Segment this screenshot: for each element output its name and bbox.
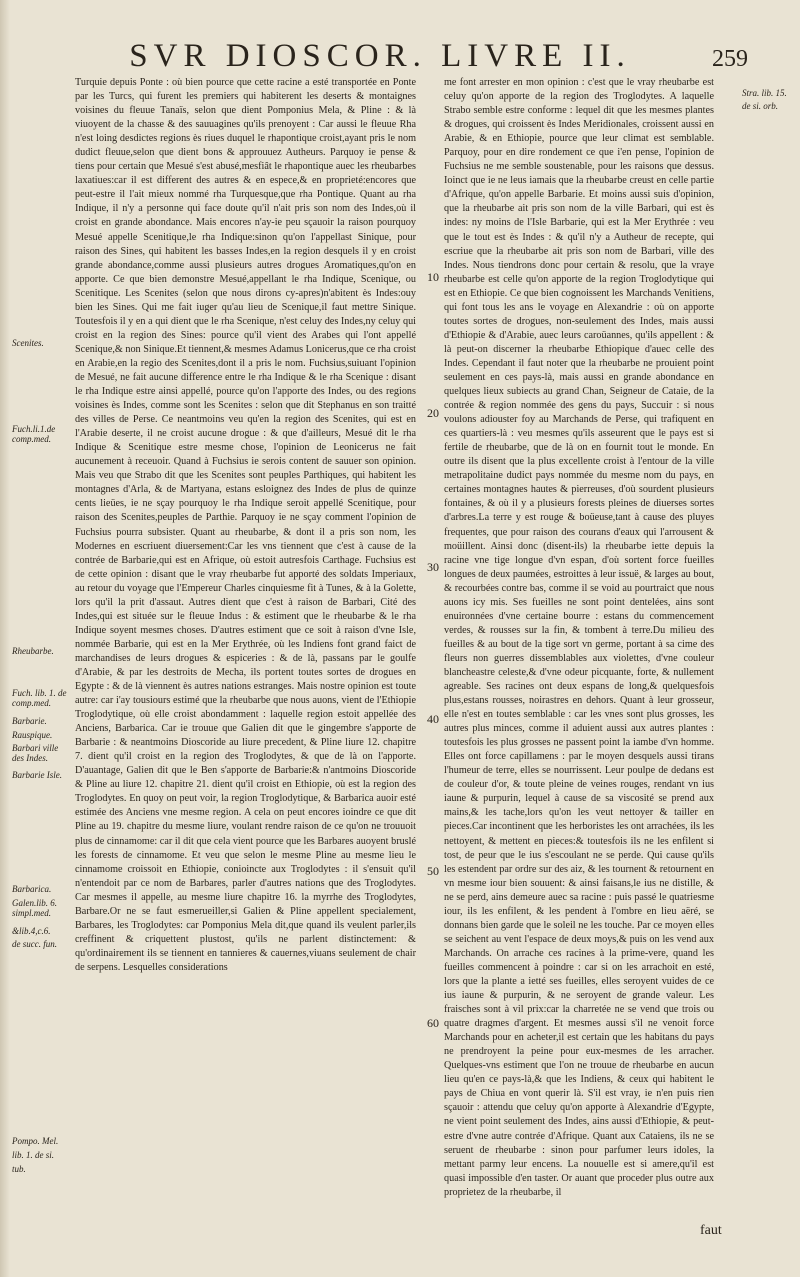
margin-note-lib4: &lib.4,c.6. bbox=[12, 926, 51, 936]
left-column bbox=[75, 76, 416, 1226]
catchword: faut bbox=[700, 1223, 722, 1238]
line-number-10: 10 bbox=[427, 270, 439, 284]
line-number-30: 30 bbox=[427, 560, 439, 574]
margin-note-strabo: Stra. lib. 15. bbox=[742, 88, 787, 98]
left-column-text: Turquie depuis Ponte : où bien pource que cette racine a esté transportée en Ponte par les Turcs, qui furent les premiers qui habiterent les deserts & montaignes voisines du fleuue Tanaïs, selon que dient Pomponius Mela, & Pline : & là viuoyent de la chasse & des sauuagines qu'ils prenoyent : Car aussi le fleuue Rha n'est loing desdictes regions ès riues duquel le rhapontique croist,ayant pris le nom dudict fleuue,selon que dient bons & approuuez Autheurs. Parquoy ie pense & tiens pour certain que Mesué s'est abusé,mesfiât le rhapontique auec les rheubarbes laxatiues:car il est different des autres & en espece,& en proprieté:encores que peut-estre il l'ait mieux nommé rha Turquesque,que rha Pontique. Quant au rha Indique, il n'y a personne qui face doute qu'il n'ait pris son nom des Indes,où il croist en grande abondance. Mais encores n'ay-ie peu sçauoir la raison pourquoy Mesué appelle Scenitique,le rha Indique:sinon qu'on l'appellast Sinique, pour raison des Sines, qui habitent les basses Indes,en la region desquels il y en croist grande abondance,comme aussi plusieurs autres drogues Aromatiques,qu'on en apporte. Ce que bien demonstre Mesué,appellant le rha Indique, Scenique, ou Scenitique. Les Scenites (selon que nous dirons cy-apres)n'abitent ès Indes:ouy bien les Sines. Qui me fait iuger qu'au lieu de Scenique,il faut mettre Sinique. Toutesfois il y en a qui dient que le rha Scenique, n'est celuy des Indes,ny celuy qui croist en la region des Sines: pource qu'il vient des Arabes qui l'ont appellé Scenique,& non Sinique.Et tiennent,& mesmes Adamus Lonicerus,que ce rha croist en Arabie,en la regio des Scenites,dont il a pris le nom. Fuchsius,suiuant l'opinion de Mesué, ne fait aucune difference entre le rha Indique & le rha Scenique : disant le rha Indique estre ainsi appellé, pource qu'on l'apporte des Indes, ou des regions voisines ès Indes, comme sont les Scenites : selon que dit Stephanus en son traitté des villes de Perse. Ce neantmoins veu qu'en la region des Scenites, qui est en l'Arabie deserte, il ne croist aucune drogue : & que d'ailleurs, Mesué dit le rha Indique & Scenitique estre mesme chose, l'opinion de Leonicerus ne fait aucunement à receuoir. Quand à Fuchsius ie serois content de sauuer son opinion. Mais veu que Strabo dit que les Scenites sont peuples Parthiques, qui habitent les montagnes d'Arla, & de Martyana, estans esloignez des Indes de plus de quinze cents lieües, ie ne sçay pourquoy le rha Indique seroit appellé Scenitique, pour raison des Scenites,peuples de Parthie. Parquoy ie ne sçay comment l'opinion de Fuchsius pourra subsister. Quant au rheubarbe, & dont il a pris son nom, les Modernes en escriuent diuersement:Car les vns tiennent que c'est à cause de la contrée de Barbarie,qui est en Afrique, où estoit autresfois Carthage. Fuchsius est de cette opinion : disant que le vray rheubarbe fut apporté des soldats Imperiaux, au retour du voyage que l'Empereur Charles cinquiesme fit à Tunes, & à la Golette, lors qu'il la prit d'assaut. Autres dient que c'est à raison de Barbari, Cité des Indes,qui est située sur le fleuue Indus : & estiment que le rheubarbe & le rha Indique soyent mesmes choses. D'autres estiment que ce soit à raison d'vne Isle, nommée Barbarie, qui est en la Mer Erythrée, où les Indiens font grand faict de marchandises de leurs drogues & espiceries : & de là, passans par le goulfe d'Arabie, & par les destroits de Mecha, ils portent toutes sortes de drogues en Egypte : & de là viennent ès autres nations estranges. Mais nostre opinion est toute autre: car i'ay tousiours estimé que la rheubarbe que nous auons, vient de l'Ethiopie Troglodytique, où elle croist abondamment : laquelle region estoit appellée des Anciens, Barbarica. Car ie trouue que Galien dit que le gingembre s'apporte de Barbarie : & neantmoins Dioscoride au liure precedent, & Pline liure 12. chapitre 7. dient qu'il croist en la region des Troglodytes, & que de là on l'apporte. D'auantage, Galien dit que le Ben s'apporte de Barbarie:& n'antmoins Dioscoride & Pline au liure 12. chapitre 21. dient qu'il croist en Ethiopie, où est la region des Troglodytes. En quoy on peut voir, la region Troglodytique, & Barbarica auoir esté estimée des Anciens vne mesme region. A cela on peut encores ioindre ce que dit Pline au 19. chapitre du mesme liure, voulant rendre raison de ce qu'on ne trouuoit plus de cinnamome: car il dit que cela vient pource que les Barbares auoyent bruslé les forests de cinnamome. Et veu que selon le mesme Pline au mesme lieu le cinnamome croissoit en Ethiopie, conioincte aux Troglodytes : il s'ensuit qu'il n'entendoit par ce nom de Barbares, parler d'autres nations que des Troglodytes. Car mesmes il appelle, au mesme liure chapitre 16. la myrrhe des Troglodytes, Barbare.Or ne se faut esmerueiller,si Galien & Pline appellent specialement, Barbares, les Troglodytes: car Pomponius Mela dit,que quand ils veulent parler,ils creffinent & criquettent plustost, qu'ils ne parlent distinctement: & qu'ordinairement ils se tiennent en tannieres & cauernes,viuans seulement de chair de serpens. Lesquelles considerations bbox=[75, 77, 416, 973]
right-column bbox=[444, 76, 714, 1226]
page-gutter-shadow bbox=[0, 0, 10, 1277]
margin-note-scenites: Scenites. bbox=[12, 338, 44, 348]
line-number-40: 40 bbox=[427, 712, 439, 726]
margin-note-lib1: lib. 1. de si. bbox=[12, 1150, 54, 1160]
margin-note-desi-orb: de si. orb. bbox=[742, 101, 778, 111]
line-number-60: 60 bbox=[427, 1016, 439, 1030]
margin-note-succ: de succ. fun. bbox=[12, 939, 57, 949]
margin-note-rheubarbe: Rheubarbe. bbox=[12, 646, 54, 656]
margin-note-barbarie: Barbarie. bbox=[12, 716, 47, 726]
margin-note-rauspique: Rauspique. bbox=[12, 730, 53, 740]
running-header: SVR DIOSCOR. LIVRE II. bbox=[129, 38, 631, 74]
margin-note-fuchsius-2: Fuch. lib. 1. de comp.med. bbox=[12, 688, 67, 708]
margin-note-fuchsius: Fuch.li.1.de comp.med. bbox=[12, 424, 56, 444]
margin-note-tub: tub. bbox=[12, 1164, 26, 1174]
margin-note-barbari-ville: Barbari ville des Indes. bbox=[12, 743, 59, 763]
right-column-text: me font arrester en mon opinion : c'est que le vray rheubarbe est celuy qu'on apporte de la region des Troglodytes. A laquelle Strabo semble estre conforme : lequel dit que les mesmes plantes & drogues, qui croissent ès Indes Meridionales, croissent aussi en Arabie, & en Ethiopie, pource que leur climat est semblable. Parquoy, pour en dire rondement ce que i'en pense, l'opinion de Fuchsius ne me semble soustenable, pour les raisons que dessus. Ioinct que ie ne leus iamais que la rheubarbe creust en celle partie d'Afrique, qu'on appelle Barbarie. Et moins aussi suis d'opinion, que la rheubarbe ait pris son nom de la ville Barbari, qui est ès indes: ny moins de l'Isle Barbarie, qui est la Mer Erythrée : veu que le tout est ès Indes : & qu'il n'y a Autheur de recepte, qui escriue que la rheubarbe ait pris son nom de Barbari, ville des Indes. Nous tiendrons donc pour certain & resolu, que la vraye rheubarbe est celle qu'on apporte de la region Troglodytique qui est en Ethiopie. Ce que bien cognoissent les Marchands Venitiens, qui font tous les ans le voyage en Alexandrie : où on apporte toutes sortes de drogues, non-seulement des Indes, mais aussi d'Ethiopie & d'Arabie, auec leurs caroüannes, qu'ils appellent : & là peut-on discerner la rheubarbe Ethiopique d'auec celle des Indes. Cependant il faut noter que la rheubarbe ne prouient point seulement en ces pays-là, mais aussi en grande abondance en quelques lieux subiects au grand Chan, Seigneur de Cataie, de la contrée & region nommée des gens du pays, Succuir : si nous voulons adiouster foy au Marchands de Perse, qui trafiquent en ces quartiers-là : veu mesmes qu'ils asseurent que le pays est si fertile de rheubarbe, que de là on en fournit tout le monde. En outre ils disent que la plus excellente croist à l'entour de la ville metrapolitaine dudict pays nommée du mesme nom du pays, en certaines montagnes hautes & pierreuses, d'où sourdent plusieurs fontaines, & où il y a plusieurs forests pleines de diuerses sortes d'arbres.La terre y est rouge & boüeuse,tant à cause des pluyes frequentes, que pour raison des courans d'eaux qui l'arrousent & moüillent. Ainsi donc (disent-ils) la rheubarbe iette depuis la racine vne tige longue d'vn espan, d'où sortent force fueilles longues de deux paumées, estroittes à leur issuë, & larges au bout, & recourbées contre bas, comme il se void au pourtraict que nous auons icy mis. Ses fueilles ne sont point dentelées, ains sont enuironnées d'vne certaine bourre : estans du commencement verdes, & rousses sur la fin, & tombent à terre.Du milieu des fueilles & au bout de la tige sort vn germe, portant à sa cime des fleurs non guerres dissemblables aux violettes, d'vne couleur blancheastre celeste,& d'vne odeur picquante, forte, & nullement agreable. Ses racines ont deux espans de long,& quelquesfois plus,estans rousses, noirastres en dehors. Quant à leur grosseur, elle n'est en toutes semblable : car les vnes sont plus grosses, les autres plus minces, comme il aduient aussi aux autres plantes : toutesfois les plus grosses ne passent point la iambe d'vn homme. Elles ont force capillamens : par le moyen desquels aussi tirans l'humeur de terre, elles se nourrissent. Leur poulpe de dedans est de couleur d'or, & toute pleine de veines rouges, rendant vn ius iaune & purpurin, lequel à cause de sa viscosité se prend aux mains,& les tache,lors qu'on les veut nettoyer & tailler en pieces.Car incontinent que les herboristes les ont arrachées, ils les nettoyent, & mettent en pieces:& toutesfois ils ne les enfilent si tost, de peur que le ius s'escoulant ne se perde. Qui cause qu'ils les estendent par ordre sur des aiz, & les tournent & retournent en vn mesme iour bien souuent: & ainsi faisans,le ius ne distille, & ne se perd, ains demeure auec sa racine : puis passé le quatriesme iour, ils les enfilent, & les pendent à l'ombre en lieu aëré, se donnans bien garde que le soleil ne les touche. Par ce moyen elles se seichent au vent l'espace de deux moys,& puis on les vend aux Marchands. On arrache ces racines à la prime-vere, quand les fueilles commencent à poindre : car si on les arrachoit en esté, lors que la plante a ietté ses fueilles, elles seroyent vuides de ce ius iaune & purpurin, & ne seroyent de grande valeur. Les fraisches sont à vil prix:car la charretée ne se vend que trois ou quatre dragmes d'argent. Et mesmes aussi s'il ne venoit force Marchands pour en acheter,il est certain que les habitans du pays ne prendroyent la peine pour eux-mesmes de les arracher. Quelques-vns estiment que l'on ne trouue de rheubarbe en aucun lieu qu'en ce pays-là,& que les Indiens, & ceux qui habitent le pays de Chiua en vont querir là. S'il est vray, ie n'en puis rien sçauoir : attendu que celuy qu'on apporte à Alexandrie d'Egypte, ne vient point seulement des Indes, ains aussi d'Ethiopie, & peut-estre d'vne autre contrée d'Afrique. Quant aux Cataiens, ils ne se seruent de rheubarbe : sinon pour parfumer leurs idoles, la mettant parmy leur encens. La nouuelle est si amere,qu'il est quasi impossible d'en taster. Or auant que proceder plus outre aux proprietez de la rheubarbe, il bbox=[444, 77, 714, 1198]
margin-note-pompo-mel: Pompo. Mel. bbox=[12, 1136, 59, 1146]
margin-note-galen: Galen.lib. 6. simpl.med. bbox=[12, 898, 57, 918]
margin-note-barbarie-isle: Barbarie Isle. bbox=[12, 770, 62, 780]
page-number: 259 bbox=[712, 46, 748, 72]
line-number-20: 20 bbox=[427, 406, 439, 420]
line-number-50: 50 bbox=[427, 864, 439, 878]
margin-note-barbarica: Barbarica. bbox=[12, 884, 52, 894]
